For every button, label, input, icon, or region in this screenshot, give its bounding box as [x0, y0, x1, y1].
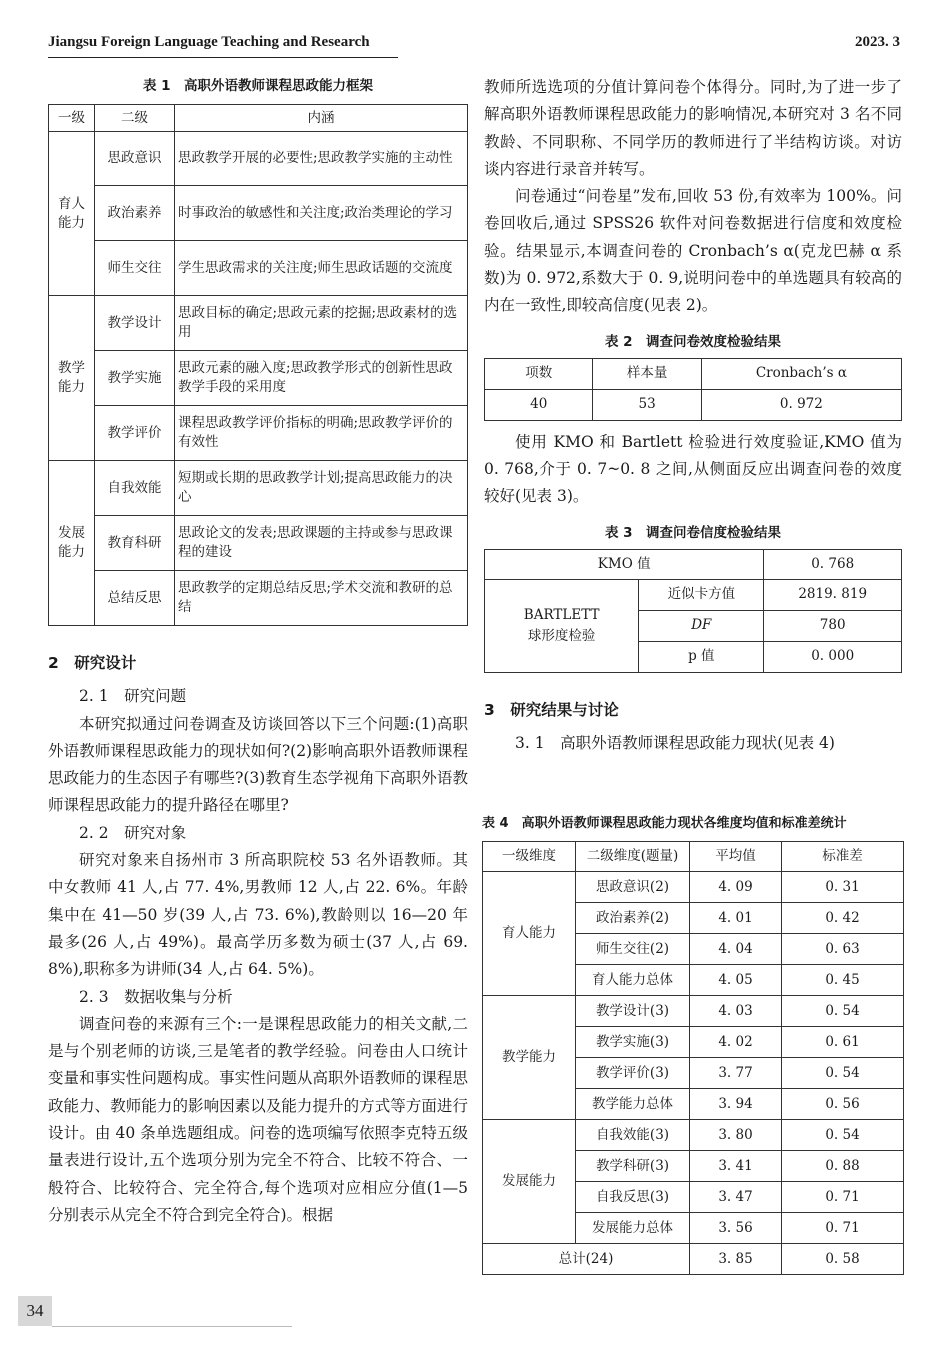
table3	[484, 549, 902, 673]
table1-desc: 思政目标的确定;思政元素的挖掘;思政素材的选用	[175, 296, 468, 351]
table1-desc: 课程思政教学评价指标的明确;思政教学评价的有效性	[175, 406, 468, 461]
table1-desc: 思政论文的发表;思政课题的主持或参与思政课程的建设	[175, 516, 468, 571]
table3-bartlett-line1: BARTLETT	[523, 606, 600, 623]
table4-cell: 0. 61	[782, 1027, 904, 1058]
table4-cell: 教学设计(3)	[576, 996, 690, 1027]
table4-total-label: 总计(24)	[483, 1244, 690, 1275]
table4-cell: 0. 56	[782, 1089, 904, 1120]
table4-cell: 4. 04	[690, 934, 782, 965]
table1-header: 二级	[95, 105, 175, 132]
table3-caption: 表 3 调查问卷信度检验结果	[604, 524, 782, 541]
table1-desc: 思政教学开展的必要性;思政教学实施的主动性	[175, 132, 468, 186]
table4-cell: 育人能力总体	[576, 965, 690, 996]
header-rule	[48, 57, 398, 58]
table1-sub: 总结反思	[95, 571, 175, 626]
table1-desc: 时事政治的敏感性和关注度;政治类理论的学习	[175, 186, 468, 241]
table1-caption: 表 1 高职外语教师课程思政能力框架	[142, 78, 374, 94]
paragraph-1: 教师所选选项的分值计算问卷个体得分。同时,为了进一步了解高职外语教师课程思政能力的影响情况,本研究对 3 名不同教龄、不同职称、不同学历的教师进行了半结构访谈。对访谈内容进行录音并转写。	[484, 78, 902, 178]
table1	[48, 104, 468, 626]
section2-2-title: 2. 2 研究对象	[79, 823, 187, 842]
section3-title: 3 研究结果与讨论	[484, 700, 619, 719]
table4-cell: 教学能力总体	[576, 1089, 690, 1120]
table2-caption: 表 2 调查问卷效度检验结果	[604, 333, 782, 350]
section2-2-text: 研究对象来自扬州市 3 所高职院校 53 名外语教师。其中女教师 41 人,占 77. 4%,男教师 12 人,占 22. 6%。年龄集中在 41—50 岁(39 人,占 73. 6%),教龄则以 16—20 年最多(26 人,占 49%)。最高学历多数为硕士(37 人,占 69. 8%),职称多为讲师(34 人,占 64. 5%)。	[48, 851, 468, 979]
table4-header: 二级维度(题量)	[576, 842, 690, 872]
table1-group: 教学能力	[49, 296, 95, 461]
table1-sub: 思政意识	[95, 132, 175, 186]
table4-cell: 发展能力总体	[576, 1213, 690, 1244]
table3-row-value: 780	[764, 610, 902, 641]
table3-kmo-label: KMO 值	[485, 549, 764, 579]
table4-cell: 0. 63	[782, 934, 904, 965]
table1-desc: 思政教学的定期总结反思;学术交流和教研的总结	[175, 571, 468, 626]
table4-cell: 0. 45	[782, 965, 904, 996]
issue-number: 2023. 3	[855, 34, 900, 50]
table4-header: 平均值	[690, 842, 782, 872]
section2-1-text: 本研究拟通过问卷调查及访谈回答以下三个问题:(1)高职外语教师课程思政能力的现状如何?(2)影响高职外语教师课程思政能力的生态因子有哪些?(3)教育生态学视角下高职外语教师课程思政能力的提升路径在哪里?	[48, 714, 468, 815]
table4-cell: 教学科研(3)	[576, 1151, 690, 1182]
table1-desc: 思政元素的融入度;思政教学形式的创新性思政教学手段的采用度	[175, 351, 468, 406]
section2-3-title: 2. 3 数据收集与分析	[79, 987, 233, 1006]
table1-sub: 自我效能	[95, 461, 175, 516]
table4-cell: 师生交往(2)	[576, 934, 690, 965]
table4-cell: 4. 05	[690, 965, 782, 996]
footer-rule	[52, 1326, 292, 1327]
table2-value: 0. 972	[701, 389, 901, 420]
table3-row-value: 0. 000	[764, 641, 902, 672]
table4-cell: 0. 31	[782, 872, 904, 903]
section2-title: 2 研究设计	[48, 654, 137, 672]
table4-header: 一级维度	[483, 842, 576, 872]
table1-desc: 短期或长期的思政教学计划;提高思政能力的决心	[175, 461, 468, 516]
table1-header: 内涵	[175, 105, 468, 132]
table4-total-mean: 3. 85	[690, 1244, 782, 1275]
table1-sub: 师生交往	[95, 241, 175, 296]
table4-cell: 0. 88	[782, 1151, 904, 1182]
table4	[482, 841, 904, 1275]
table2-value: 40	[485, 389, 593, 420]
table3-bartlett-label	[485, 579, 639, 672]
table4-cell: 3. 77	[690, 1058, 782, 1089]
table4-cell: 教学评价(3)	[576, 1058, 690, 1089]
table2-header: 样本量	[593, 358, 701, 389]
table4-cell: 0. 42	[782, 903, 904, 934]
table4-cell: 4. 09	[690, 872, 782, 903]
table4-cell: 3. 80	[690, 1120, 782, 1151]
table1-sub: 教学评价	[95, 406, 175, 461]
section3-1-title: 3. 1 高职外语教师课程思政能力现状(见表 4)	[515, 733, 835, 752]
table3-row-value: 2819. 819	[764, 579, 902, 610]
table4-cell: 思政意识(2)	[576, 872, 690, 903]
table1-header: 一级	[49, 105, 95, 132]
table4-cell: 4. 01	[690, 903, 782, 934]
table1-sub: 教学设计	[95, 296, 175, 351]
table3-kmo-value: 0. 768	[764, 549, 902, 579]
table4-cell: 0. 54	[782, 1120, 904, 1151]
table2	[484, 358, 902, 421]
right-column	[484, 74, 902, 757]
table4-group: 教学能力	[483, 996, 576, 1120]
table4-header: 标准差	[782, 842, 904, 872]
table4-block	[482, 814, 904, 1275]
table4-cell: 政治素养(2)	[576, 903, 690, 934]
table4-cell: 0. 71	[782, 1213, 904, 1244]
section2-3-text: 调查问卷的来源有三个:一是课程思政能力的相关文献,二是与个别老师的访谈,三是笔者的教学经验。问卷由人口统计变量和事实性问题构成。事实性问题从高职外语教师的课程思政能力、教师能力的影响因素以及能力提升的方式等方面进行设计。由 40 条单选题组成。问卷的选项编写依照李克特五级量表进行设计,五个选项分别为完全不符合、比较不符合、一般符合、比较符合、完全符合,每个选项对应相应分值(1—5 分别表示从完全不符合到完全符合)。根据	[48, 1014, 468, 1224]
table4-cell: 3. 94	[690, 1089, 782, 1120]
table4-caption: 表 4 高职外语教师课程思政能力现状各维度均值和标准差统计	[482, 816, 847, 831]
table4-cell: 自我效能(3)	[576, 1120, 690, 1151]
table3-row-label: DF	[639, 610, 764, 641]
table4-cell: 0. 71	[782, 1182, 904, 1213]
journal-title: Jiangsu Foreign Language Teaching and Research	[48, 34, 370, 50]
table1-sub: 教学实施	[95, 351, 175, 406]
section2-1-title: 2. 1 研究问题	[79, 687, 187, 706]
paragraph-2: 问卷通过“问卷星”发布,回收 53 份,有效率为 100%。问卷回收后,通过 SPSS26 软件对问卷数据进行信度和效度检验。结果显示,本调查问卷的 Cronbach’s α(克龙巴赫 α 系数)为 0. 972,系数大于 0. 9,说明问卷中的单选题具有较高的内在一致性,即较高信度(见表 2)。	[484, 187, 902, 315]
table4-cell: 自我反思(3)	[576, 1182, 690, 1213]
page-number: 34	[18, 1296, 52, 1326]
table4-cell: 3. 47	[690, 1182, 782, 1213]
table4-cell: 4. 02	[690, 1027, 782, 1058]
table4-cell: 3. 56	[690, 1213, 782, 1244]
table1-desc: 学生思政需求的关注度;师生思政话题的交流度	[175, 241, 468, 296]
table2-header: Cronbach’s α	[701, 358, 901, 389]
table4-cell: 3. 41	[690, 1151, 782, 1182]
table4-group: 发展能力	[483, 1120, 576, 1244]
table3-row-label: p 值	[639, 641, 764, 672]
table2-header: 项数	[485, 358, 593, 389]
table4-total-sd: 0. 58	[782, 1244, 904, 1275]
table3-row-label: 近似卡方值	[639, 579, 764, 610]
table1-group: 发展能力	[49, 461, 95, 626]
table4-cell: 4. 03	[690, 996, 782, 1027]
table1-sub: 政治素养	[95, 186, 175, 241]
paragraph-3: 使用 KMO 和 Bartlett 检验进行效度验证,KMO 值为 0. 768,介于 0. 7~0. 8 之间,从侧面反应出调查问卷的效度较好(见表 3)。	[484, 432, 902, 506]
left-column	[48, 76, 468, 1229]
table3-bartlett-line2: 球形度检验	[527, 627, 596, 644]
table4-cell: 0. 54	[782, 1058, 904, 1089]
table1-group: 育人能力	[49, 132, 95, 296]
table4-cell: 教学实施(3)	[576, 1027, 690, 1058]
table1-sub: 教育科研	[95, 516, 175, 571]
table4-cell: 0. 54	[782, 996, 904, 1027]
table2-value: 53	[593, 389, 701, 420]
table4-group: 育人能力	[483, 872, 576, 996]
